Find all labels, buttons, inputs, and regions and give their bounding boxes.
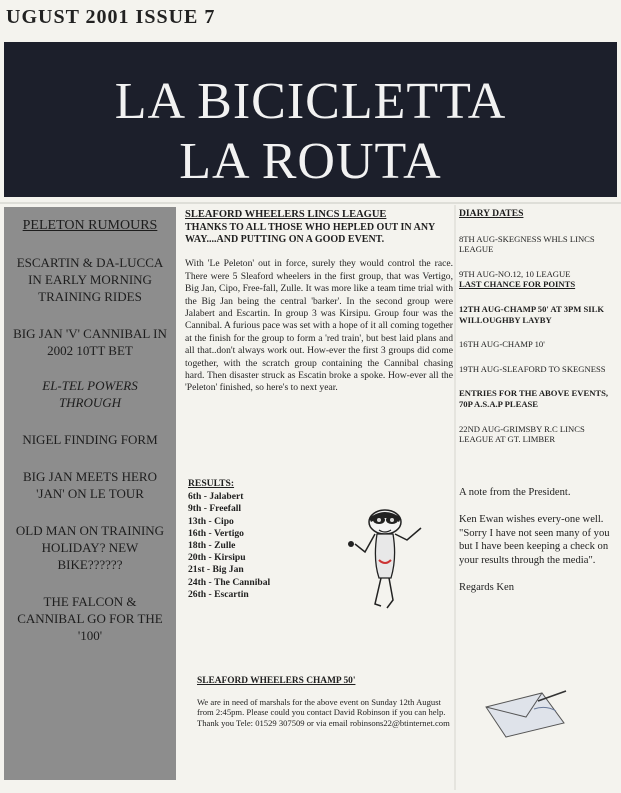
result-item: 9th - Freefall [188, 503, 242, 515]
result-item: 21st - Big Jan [188, 564, 244, 576]
diary-entry-text: 9TH AUG-NO.12, 10 LEAGUE [459, 268, 571, 279]
diary-entry [459, 424, 609, 445]
masthead-title-line2: LA ROUTA [179, 133, 442, 190]
diary-entry-text: ENTRIES FOR THE ABOVE EVENTS, 70P A.S.A.P PLEASE [459, 388, 609, 409]
diary-entry-text: 8TH AUG-SKEGNESS WHLS LINCS LEAGUE [459, 233, 595, 255]
rumour-item: BIG JAN 'V' CANNIBAL IN 2002 10TT BET [13, 326, 167, 358]
envelope-clipart-icon [480, 687, 570, 742]
result-item: 20th - Kirsipu [188, 552, 246, 564]
diary-entry-text: 22ND AUG-GRIMSBY R.C LINCS LEAGUE AT GT. LIMBER [459, 423, 585, 445]
champ-body: We are in need of marshals for the above event on Sunday 12th August from 2:45pm. Please could you contact David Robinson if you can help. Thank you Tele: 01529 307509 or via email robinsons22@btinternet.com [197, 696, 450, 728]
diary-heading: DIARY DATES [459, 208, 524, 219]
result-item: 13th - Cipo [188, 515, 234, 527]
rumour-item: EL-TEL POWERS THROUGH [42, 378, 138, 410]
masthead [4, 42, 617, 197]
diary-entry-text: 16TH AUG-CHAMP 10' [459, 339, 545, 350]
diary-entry-text: 19TH AUG-SLEAFORD TO SKEGNESS [459, 363, 606, 374]
rumour-item: BIG JAN MEETS HERO 'JAN' ON LE TOUR [23, 469, 157, 501]
diary-entry [459, 339, 609, 350]
rumour-item: OLD MAN ON TRAINING HOLIDAY? NEW BIKE?????? [15, 523, 165, 572]
rumour-item: NIGEL FINDING FORM [22, 432, 158, 447]
diary-entry [459, 269, 609, 290]
diary-entry [459, 234, 609, 255]
result-item: 26th - Escartin [188, 588, 249, 600]
diary-dates [459, 209, 609, 445]
issue-line: UGUST 2001 ISSUE 7 [6, 6, 216, 28]
result-item: 24th - The Cannibal [188, 576, 271, 588]
note-body: Ken Ewan wishes every-one well. "Sorry I have not seen many of you but I have been keeping a check on your results through the media". [459, 514, 610, 566]
president-note [459, 486, 611, 594]
result-item: 6th - Jalabert [188, 491, 244, 503]
result-item: 18th - Zulle [188, 540, 236, 552]
article-body: With 'Le Peleton' out in force, surely they would control the race. There were 5 Sleaford wheelers in the first group, that was Vertigo, Big Jan, Cipo, Free-fall, Zulle. It was more like a team time trial with the Big Jan being the central 'barker'. In the second group were Jalabert and Escartin. In group 3 was Kirsipu. Group four was the Cannibal. A furious pace was set with a hope of it all coming together at the finish for the group to form a 'red train', but best laid plans and all that..don't always work out. How-ever the first 3 groups did come together, with the scratch group containing the Cannibal chasing hard. Then disaster struck as Escatin broke a spoke. How-ever all the 'Peleton' finished, so here's to next year. [185, 258, 453, 394]
note-signoff: Regards Ken [459, 582, 515, 594]
champ-heading: SLEAFORD WHEELERS CHAMP 50' [197, 676, 356, 686]
rumour-item: THE FALCON & CANNIBAL GO FOR THE '100' [17, 594, 163, 643]
peleton-rumours-sidebar [4, 207, 176, 780]
results-heading: RESULTS: [188, 478, 235, 489]
diary-entry [459, 388, 609, 409]
sidebar-heading: PELETON RUMOURS [22, 218, 158, 233]
note-heading: A note from the President. [459, 487, 571, 498]
result-item: 16th - Vertigo [188, 527, 244, 539]
article-heading: SLEAFORD WHEELERS LINCS LEAGUE [185, 209, 387, 220]
champ-notice [197, 676, 452, 728]
league-article [185, 209, 453, 395]
diary-entry-text: 12TH AUG-CHAMP 50' AT 3PM SILK WILLOUGHBY LAYBY [459, 303, 605, 325]
cyclist-clipart-icon [335, 500, 430, 620]
masthead-title-line1: LA BICICLETTA [114, 73, 507, 130]
article-subheading: THANKS TO ALL THOSE WHO HEPLED OUT IN ANY WAY....AND PUTTING ON A GOOD EVENT. [185, 222, 435, 246]
rumour-item: ESCARTIN & DA-LUCCA IN EARLY MORNING TRAINING RIDES [16, 255, 164, 304]
diary-entry [459, 364, 609, 375]
diary-entry [459, 304, 609, 325]
diary-entry-note: LAST CHANCE FOR POINTS [459, 279, 576, 290]
results-list [188, 478, 318, 601]
